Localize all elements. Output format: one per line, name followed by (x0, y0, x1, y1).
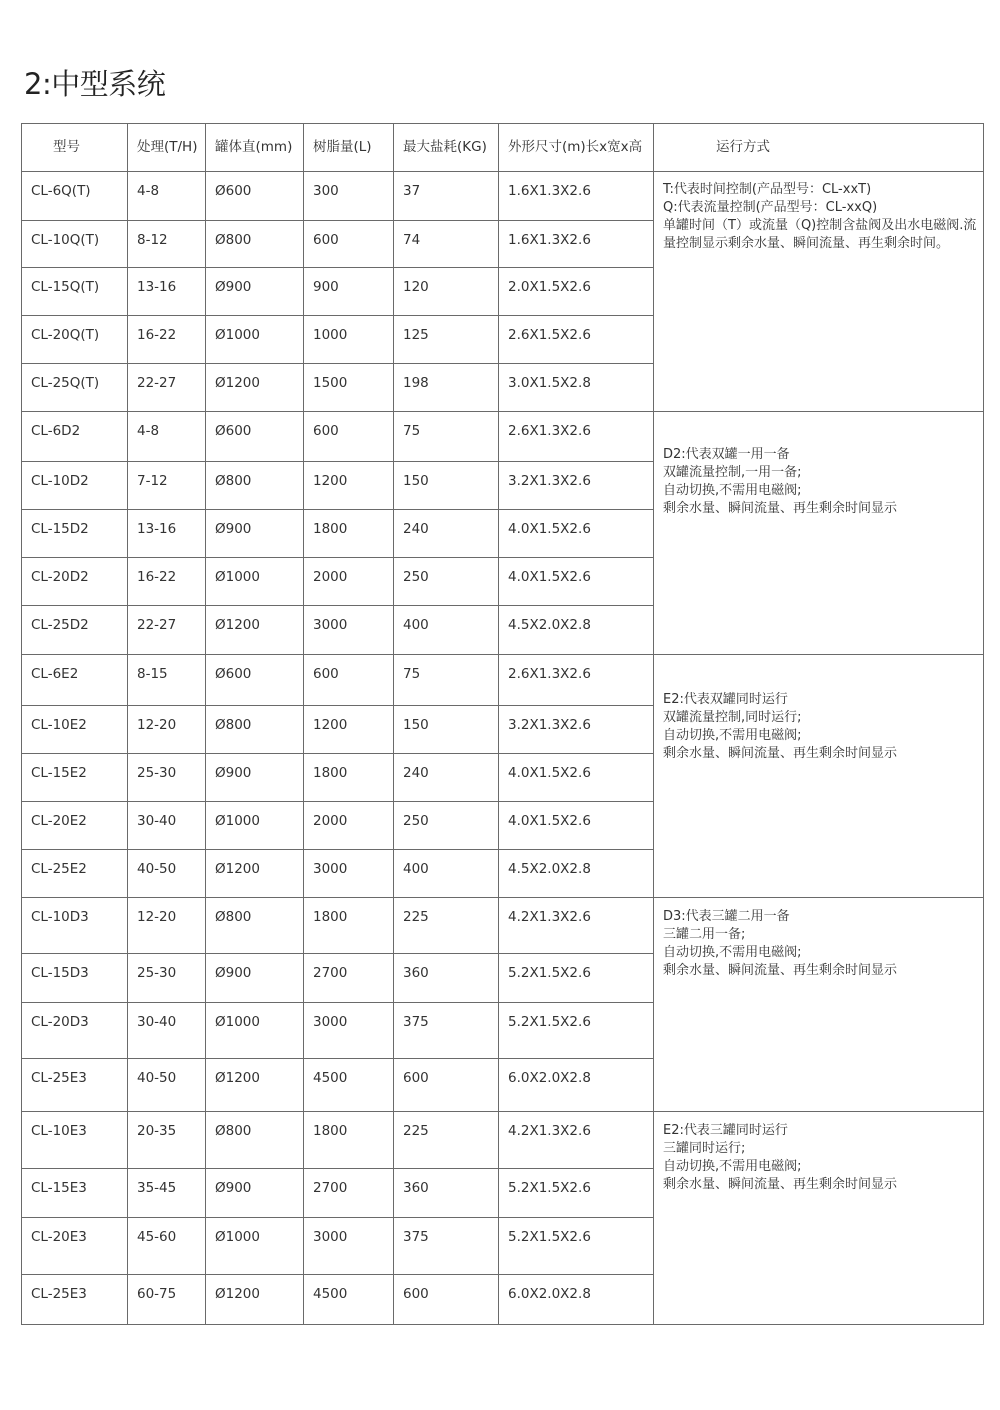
cell-tank-diameter: Ø600 (206, 412, 304, 462)
operation-mode-description: T:代表时间控制(产品型号：CL-xxT) Q:代表流量控制(产品型号：CL-xxQ) 单罐时间（T）或流量（Q)控制含盐阀及出水电磁阀.流量控制显示剩余水量、瞬间流量、再生剩余时间。 (654, 172, 984, 412)
cell-salt: 37 (394, 172, 499, 221)
cell-tank-diameter: Ø1200 (206, 364, 304, 412)
cell-tank-diameter: Ø600 (206, 655, 304, 706)
cell-salt: 225 (394, 898, 499, 954)
table-row (22, 655, 984, 706)
cell-resin: 3000 (304, 850, 394, 898)
table-row (22, 172, 984, 221)
cell-capacity: 13-16 (128, 510, 206, 558)
operation-mode-description: E2:代表三罐同时运行 三罐同时运行; 自动切换,不需用电磁阀; 剩余水量、瞬间流量、再生剩余时间显示 (654, 1112, 984, 1325)
cell-model: CL-15D3 (22, 954, 128, 1003)
cell-tank-diameter: Ø900 (206, 954, 304, 1003)
cell-dimensions: 4.5X2.0X2.8 (499, 850, 654, 898)
operation-mode-description: E2:代表双罐同时运行 双罐流量控制,同时运行; 自动切换,不需用电磁阀; 剩余水量、瞬间流量、再生剩余时间显示 (654, 655, 984, 898)
cell-capacity: 30-40 (128, 802, 206, 850)
cell-model: CL-10E2 (22, 706, 128, 754)
cell-tank-diameter: Ø900 (206, 510, 304, 558)
cell-salt: 600 (394, 1059, 499, 1112)
cell-resin: 1800 (304, 1112, 394, 1169)
cell-capacity: 60-75 (128, 1275, 206, 1325)
cell-model: CL-10Q(T) (22, 221, 128, 268)
cell-capacity: 45-60 (128, 1218, 206, 1275)
cell-salt: 600 (394, 1275, 499, 1325)
cell-salt: 240 (394, 510, 499, 558)
cell-salt: 250 (394, 558, 499, 606)
cell-resin: 2000 (304, 558, 394, 606)
cell-resin: 600 (304, 221, 394, 268)
cell-salt: 250 (394, 802, 499, 850)
cell-model: CL-15E2 (22, 754, 128, 802)
cell-tank-diameter: Ø800 (206, 221, 304, 268)
cell-model: CL-25E2 (22, 850, 128, 898)
cell-dimensions: 4.0X1.5X2.6 (499, 510, 654, 558)
cell-dimensions: 5.2X1.5X2.6 (499, 1218, 654, 1275)
cell-resin: 1200 (304, 706, 394, 754)
cell-capacity: 13-16 (128, 268, 206, 316)
header-capacity: 处理(T/H) (128, 124, 206, 172)
cell-capacity: 40-50 (128, 850, 206, 898)
cell-capacity: 40-50 (128, 1059, 206, 1112)
cell-dimensions: 4.5X2.0X2.8 (499, 606, 654, 655)
cell-model: CL-6Q(T) (22, 172, 128, 221)
cell-dimensions: 3.2X1.3X2.6 (499, 462, 654, 510)
cell-dimensions: 4.0X1.5X2.6 (499, 754, 654, 802)
cell-tank-diameter: Ø1000 (206, 1003, 304, 1059)
cell-salt: 400 (394, 850, 499, 898)
cell-model: CL-6D2 (22, 412, 128, 462)
cell-capacity: 4-8 (128, 172, 206, 221)
cell-tank-diameter: Ø1000 (206, 802, 304, 850)
cell-capacity: 22-27 (128, 606, 206, 655)
cell-capacity: 8-12 (128, 221, 206, 268)
cell-capacity: 16-22 (128, 558, 206, 606)
cell-resin: 1000 (304, 316, 394, 364)
cell-tank-diameter: Ø1200 (206, 1059, 304, 1112)
cell-dimensions: 5.2X1.5X2.6 (499, 1003, 654, 1059)
cell-capacity: 12-20 (128, 898, 206, 954)
cell-resin: 2700 (304, 954, 394, 1003)
header-salt: 最大盐耗(KG) (394, 124, 499, 172)
header-row (22, 124, 984, 172)
cell-resin: 1800 (304, 754, 394, 802)
cell-tank-diameter: Ø900 (206, 1169, 304, 1218)
cell-salt: 75 (394, 655, 499, 706)
cell-resin: 300 (304, 172, 394, 221)
cell-dimensions: 4.0X1.5X2.6 (499, 558, 654, 606)
cell-model: CL-20D3 (22, 1003, 128, 1059)
table-row (22, 1112, 984, 1169)
cell-resin: 2700 (304, 1169, 394, 1218)
cell-dimensions: 2.0X1.5X2.6 (499, 268, 654, 316)
cell-dimensions: 1.6X1.3X2.6 (499, 172, 654, 221)
cell-dimensions: 5.2X1.5X2.6 (499, 1169, 654, 1218)
cell-model: CL-10D2 (22, 462, 128, 510)
cell-salt: 360 (394, 1169, 499, 1218)
cell-salt: 75 (394, 412, 499, 462)
cell-dimensions: 2.6X1.3X2.6 (499, 412, 654, 462)
page-title: 2:中型系统 (24, 67, 166, 101)
header-operation-mode: 运行方式 (654, 124, 984, 172)
cell-model: CL-15Q(T) (22, 268, 128, 316)
cell-tank-diameter: Ø1000 (206, 1218, 304, 1275)
cell-salt: 125 (394, 316, 499, 364)
cell-salt: 225 (394, 1112, 499, 1169)
cell-salt: 240 (394, 754, 499, 802)
operation-mode-description: D2:代表双罐一用一备 双罐流量控制,一用一备; 自动切换,不需用电磁阀; 剩余水量、瞬间流量、再生剩余时间显示 (654, 412, 984, 655)
cell-tank-diameter: Ø800 (206, 898, 304, 954)
cell-model: CL-25D2 (22, 606, 128, 655)
cell-model: CL-20Q(T) (22, 316, 128, 364)
cell-model: CL-25E3 (22, 1275, 128, 1325)
cell-model: CL-25E3 (22, 1059, 128, 1112)
cell-salt: 400 (394, 606, 499, 655)
cell-model: CL-15D2 (22, 510, 128, 558)
cell-resin: 1800 (304, 510, 394, 558)
table-row (22, 412, 984, 462)
cell-salt: 120 (394, 268, 499, 316)
header-dimensions: 外形尺寸(m)长x宽x高 (499, 124, 654, 172)
cell-salt: 150 (394, 462, 499, 510)
cell-salt: 360 (394, 954, 499, 1003)
cell-dimensions: 4.0X1.5X2.6 (499, 802, 654, 850)
cell-model: CL-20E2 (22, 802, 128, 850)
cell-capacity: 30-40 (128, 1003, 206, 1059)
cell-salt: 375 (394, 1003, 499, 1059)
header-tank-diameter: 罐体直(mm) (206, 124, 304, 172)
header-resin: 树脂量(L) (304, 124, 394, 172)
cell-dimensions: 5.2X1.5X2.6 (499, 954, 654, 1003)
cell-resin: 600 (304, 412, 394, 462)
cell-resin: 1200 (304, 462, 394, 510)
cell-capacity: 25-30 (128, 954, 206, 1003)
cell-dimensions: 1.6X1.3X2.6 (499, 221, 654, 268)
cell-capacity: 16-22 (128, 316, 206, 364)
cell-model: CL-10D3 (22, 898, 128, 954)
cell-model: CL-6E2 (22, 655, 128, 706)
cell-tank-diameter: Ø800 (206, 706, 304, 754)
cell-resin: 1800 (304, 898, 394, 954)
cell-dimensions: 3.0X1.5X2.8 (499, 364, 654, 412)
cell-dimensions: 6.0X2.0X2.8 (499, 1275, 654, 1325)
cell-dimensions: 3.2X1.3X2.6 (499, 706, 654, 754)
cell-dimensions: 4.2X1.3X2.6 (499, 898, 654, 954)
operation-mode-description: D3:代表三罐二用一备 三罐二用一备; 自动切换,不需用电磁阀; 剩余水量、瞬间流量、再生剩余时间显示 (654, 898, 984, 1112)
cell-model: CL-25Q(T) (22, 364, 128, 412)
cell-salt: 150 (394, 706, 499, 754)
cell-tank-diameter: Ø1200 (206, 850, 304, 898)
cell-resin: 3000 (304, 606, 394, 655)
cell-model: CL-20E3 (22, 1218, 128, 1275)
cell-capacity: 25-30 (128, 754, 206, 802)
cell-resin: 900 (304, 268, 394, 316)
cell-tank-diameter: Ø800 (206, 462, 304, 510)
cell-capacity: 7-12 (128, 462, 206, 510)
cell-capacity: 4-8 (128, 412, 206, 462)
cell-capacity: 35-45 (128, 1169, 206, 1218)
cell-salt: 375 (394, 1218, 499, 1275)
cell-resin: 2000 (304, 802, 394, 850)
cell-resin: 3000 (304, 1218, 394, 1275)
cell-tank-diameter: Ø1200 (206, 606, 304, 655)
cell-tank-diameter: Ø1200 (206, 1275, 304, 1325)
cell-tank-diameter: Ø900 (206, 268, 304, 316)
cell-model: CL-20D2 (22, 558, 128, 606)
cell-tank-diameter: Ø1000 (206, 558, 304, 606)
cell-capacity: 8-15 (128, 655, 206, 706)
cell-resin: 600 (304, 655, 394, 706)
cell-capacity: 20-35 (128, 1112, 206, 1169)
cell-salt: 74 (394, 221, 499, 268)
header-model: 型号 (22, 124, 128, 172)
cell-model: CL-15E3 (22, 1169, 128, 1218)
cell-tank-diameter: Ø800 (206, 1112, 304, 1169)
cell-dimensions: 2.6X1.3X2.6 (499, 655, 654, 706)
cell-dimensions: 4.2X1.3X2.6 (499, 1112, 654, 1169)
spec-table (21, 123, 984, 1325)
table-row (22, 898, 984, 954)
cell-model: CL-10E3 (22, 1112, 128, 1169)
cell-capacity: 12-20 (128, 706, 206, 754)
cell-resin: 1500 (304, 364, 394, 412)
cell-dimensions: 6.0X2.0X2.8 (499, 1059, 654, 1112)
cell-tank-diameter: Ø600 (206, 172, 304, 221)
cell-tank-diameter: Ø900 (206, 754, 304, 802)
cell-capacity: 22-27 (128, 364, 206, 412)
cell-resin: 4500 (304, 1059, 394, 1112)
cell-resin: 3000 (304, 1003, 394, 1059)
cell-tank-diameter: Ø1000 (206, 316, 304, 364)
cell-dimensions: 2.6X1.5X2.6 (499, 316, 654, 364)
cell-resin: 4500 (304, 1275, 394, 1325)
cell-salt: 198 (394, 364, 499, 412)
